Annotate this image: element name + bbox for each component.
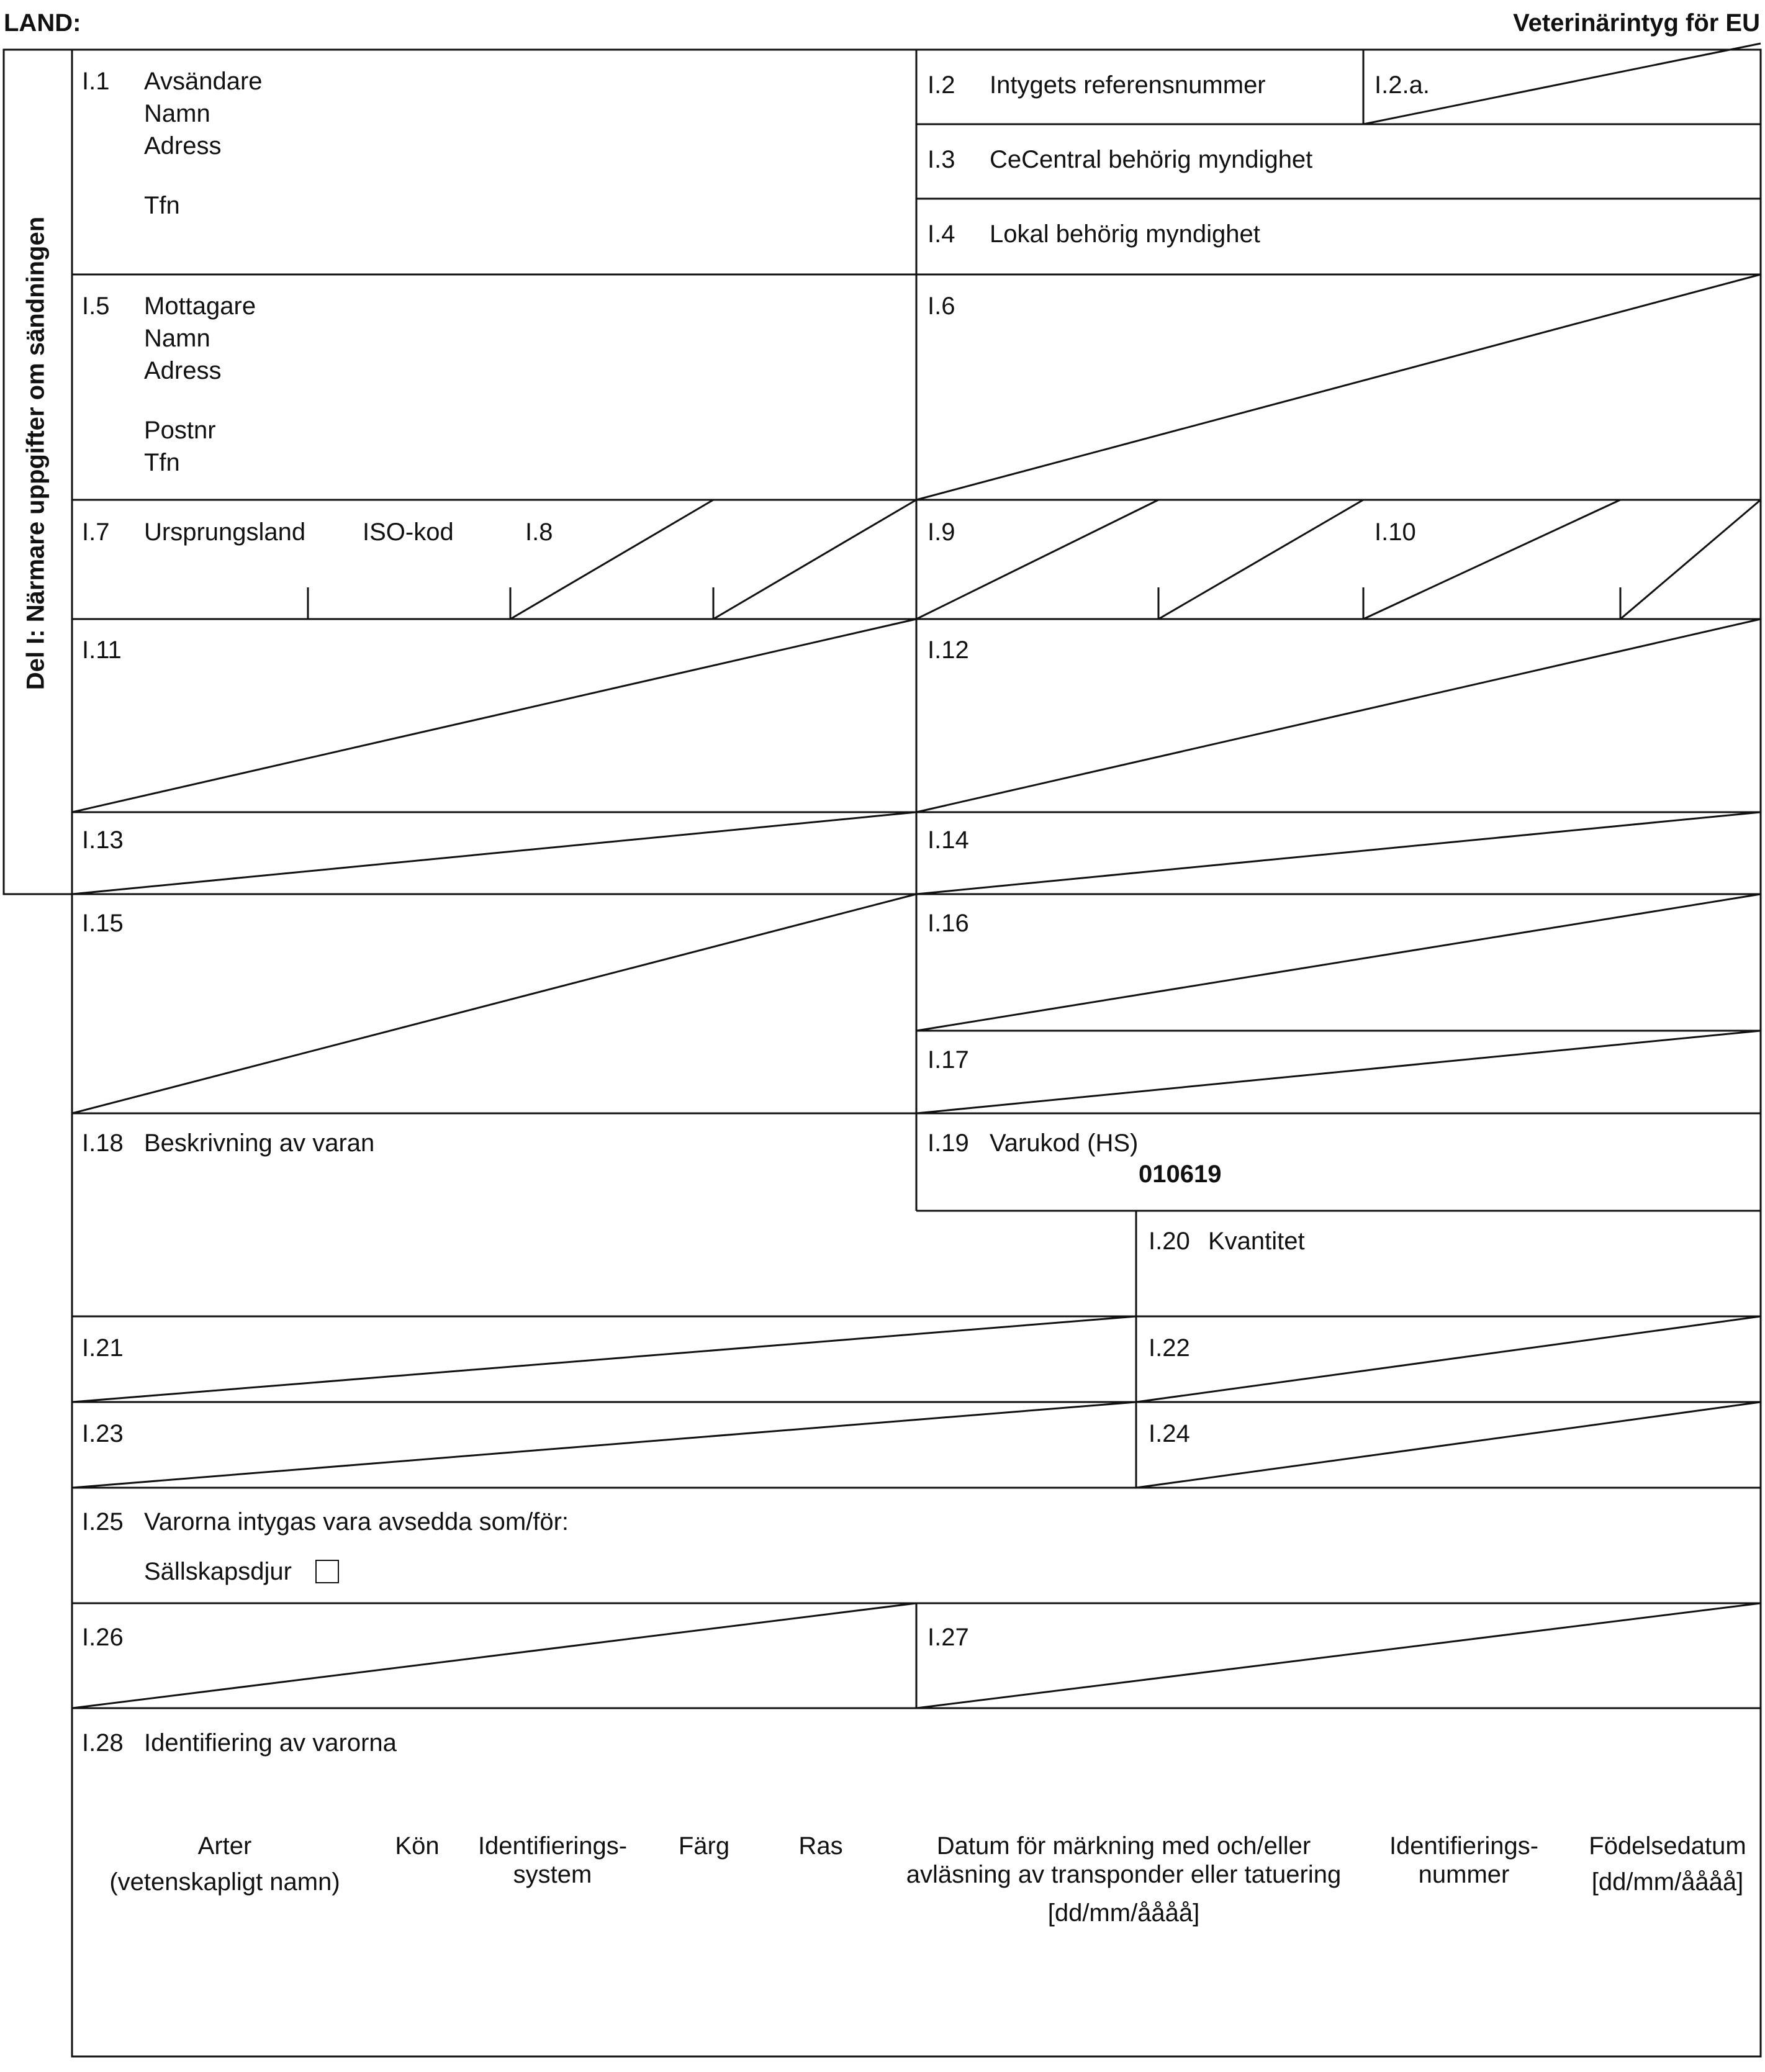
field-i25-option-label: Sällskapsdjur (144, 1558, 292, 1585)
column-birth-date-format: [dd/mm/åååå] (1591, 1868, 1744, 1896)
field-i18-number: I.18 (82, 1129, 124, 1157)
field-i3-number: I.3 (928, 146, 955, 173)
field-i7-label: Ursprungsland (144, 518, 306, 546)
field-i26-number: I.26 (82, 1624, 124, 1651)
field-i5-phone-label: Tfn (144, 449, 180, 476)
part-one-label: Del I: Närmare uppgifter om sändningen (22, 216, 50, 690)
field-i5-postcode-label: Postnr (144, 417, 216, 444)
field-i17-number: I.17 (928, 1046, 969, 1074)
field-i8-number: I.8 (525, 518, 553, 546)
field-i20-label: Kvantitet (1208, 1228, 1305, 1255)
column-breed: Ras (798, 1832, 843, 1860)
certificate-title: Veterinärintyg för EU (1513, 9, 1760, 37)
field-i22-number: I.22 (1149, 1334, 1190, 1362)
field-i1-address-label: Adress (144, 132, 222, 160)
field-i23-number: I.23 (82, 1420, 124, 1447)
field-i7-iso-label: ISO-kod (363, 518, 454, 546)
field-i4-number: I.4 (928, 220, 955, 248)
field-i18-label: Beskrivning av varan (144, 1129, 375, 1157)
field-i7-number: I.7 (82, 518, 110, 546)
country-label: LAND: (4, 9, 81, 37)
field-i24-number: I.24 (1149, 1420, 1190, 1447)
column-colour: Färg (678, 1832, 730, 1860)
field-i2-label: Intygets referensnummer (990, 71, 1266, 99)
field-i5-number: I.5 (82, 292, 110, 320)
column-marking-date-format: [dd/mm/åååå] (1047, 1899, 1200, 1927)
pet-animal-checkbox[interactable] (315, 1560, 339, 1583)
column-marking-date-sub: avläsning av transponder eller tatuering (906, 1861, 1342, 1888)
column-marking-date: Datum för märkning med och/eller (936, 1832, 1311, 1860)
field-i5-address-label: Adress (144, 357, 222, 384)
column-species-sub: (vetenskapligt namn) (109, 1868, 340, 1896)
column-species: Arter (197, 1832, 252, 1860)
field-i11-number: I.11 (82, 636, 122, 664)
field-i5-title: Mottagare (144, 292, 256, 320)
field-i19-label: Varukod (HS) (990, 1129, 1139, 1157)
column-id-number: Identifierings- (1389, 1832, 1539, 1860)
field-i9-number: I.9 (928, 518, 955, 546)
field-i3-label: CeCentral behörig myndighet (990, 146, 1313, 173)
field-i6-number: I.6 (928, 292, 955, 320)
column-id-system-sub: system (513, 1861, 592, 1888)
field-i2-number: I.2 (928, 71, 955, 99)
field-i16-number: I.16 (928, 910, 969, 937)
field-i21-number: I.21 (82, 1334, 124, 1362)
field-i1-title: Avsändare (144, 68, 263, 95)
field-i28-label: Identifiering av varorna (144, 1729, 397, 1757)
field-i5-name-label: Namn (144, 325, 210, 352)
field-i14-number: I.14 (928, 826, 969, 854)
field-i25-number: I.25 (82, 1508, 124, 1536)
field-i10-number: I.10 (1375, 518, 1416, 546)
field-i19-number: I.19 (928, 1129, 969, 1157)
field-i15-number: I.15 (82, 910, 124, 937)
field-i1-number: I.1 (82, 68, 110, 95)
field-i25-label: Varorna intygas vara avsedda som/för: (144, 1508, 569, 1536)
field-i4-label: Lokal behörig myndighet (990, 220, 1260, 248)
field-i20-number: I.20 (1149, 1228, 1190, 1255)
field-i28-number: I.28 (82, 1729, 124, 1757)
column-id-system: Identifierings- (477, 1832, 628, 1860)
field-i19-code: 010619 (1139, 1160, 1222, 1188)
field-i1-phone-label: Tfn (144, 192, 180, 219)
column-birth-date: Födelsedatum (1589, 1832, 1746, 1860)
field-i12-number: I.12 (928, 636, 969, 664)
column-sex: Kön (395, 1832, 440, 1860)
field-i1-name-label: Namn (144, 100, 210, 127)
column-id-number-sub: nummer (1418, 1861, 1510, 1888)
field-i2a-number: I.2.a. (1375, 71, 1430, 99)
field-i27-number: I.27 (928, 1624, 969, 1651)
field-i13-number: I.13 (82, 826, 124, 854)
